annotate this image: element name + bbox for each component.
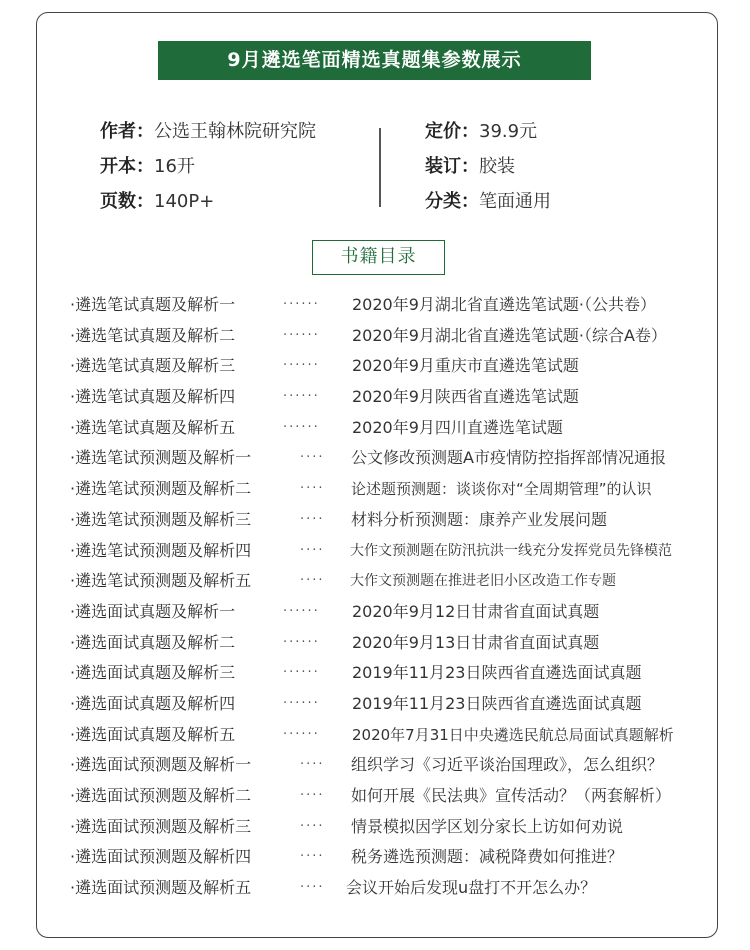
toc-item-label: ·遴选笔试预测题及解析二 — [70, 479, 252, 499]
spec-value: 16开 — [154, 156, 195, 177]
toc-item-label: ·遴选面试预测题及解析五 — [70, 878, 252, 898]
toc-item — [0, 290, 750, 321]
toc-leader-dots: ···· — [300, 573, 325, 589]
toc-item-label: ·遴选笔试预测题及解析三 — [70, 509, 252, 529]
specs-left-column — [100, 114, 316, 219]
toc-heading: 书籍目录 — [312, 240, 445, 275]
toc-item — [0, 689, 750, 720]
spec-value: 公选王翰林院研究院 — [154, 121, 316, 142]
toc-leader-dots: ······ — [283, 695, 320, 711]
toc-item-label: ·遴选面试真题及解析五 — [70, 724, 236, 744]
toc-item-label: ·遴选笔试真题及解析五 — [70, 417, 236, 437]
toc-item-description: 2020年7月31日中央遴选民航总局面试真题解析 — [352, 725, 674, 744]
page-title-banner: 9月遴选笔面精选真题集参数展示 — [158, 41, 591, 80]
toc-leader-dots: ···· — [300, 788, 325, 803]
toc-item — [0, 566, 750, 597]
specs-divider — [379, 128, 381, 207]
toc-item-label: ·遴选笔试真题及解析四 — [70, 387, 236, 407]
toc-item-label: ·遴选面试预测题及解析三 — [70, 816, 252, 836]
toc-leader-dots: ···· — [300, 481, 325, 497]
spec-key: 装订： — [425, 156, 479, 177]
spec-key: 作者： — [100, 121, 154, 142]
toc-item — [0, 597, 750, 628]
toc-leader-dots: ···· — [300, 849, 325, 865]
toc-item-description: 情景模拟因学区划分家长上访如何劝说 — [351, 816, 624, 836]
toc-item-label: ·遴选笔试预测题及解析四 — [70, 540, 252, 560]
toc-leader-dots: ······ — [283, 327, 320, 343]
toc-leader-dots: ···· — [300, 450, 325, 466]
toc-item-description: 税务遴选预测题：减税降费如何推进？ — [351, 847, 624, 867]
toc-leader-dots: ···· — [300, 757, 325, 773]
toc-item — [0, 474, 750, 505]
toc-item-description: 2020年9月重庆市直遴选笔试题 — [352, 356, 579, 376]
toc-item — [0, 658, 750, 689]
toc-leader-dots: ···· — [300, 880, 325, 896]
spec-value: 笔面通用 — [479, 191, 551, 212]
toc-item-label: ·遴选笔试预测题及解析一 — [70, 448, 252, 468]
toc-item — [0, 781, 750, 812]
toc-item — [0, 351, 750, 382]
toc-item-description: 公文修改预测题A市疫情防控指挥部情况通报 — [351, 448, 666, 468]
spec-format — [100, 149, 316, 184]
toc-item-label: ·遴选面试真题及解析三 — [70, 663, 236, 683]
toc-item-label: ·遴选笔试预测题及解析五 — [70, 571, 252, 591]
toc-leader-dots: ···· — [300, 818, 325, 834]
toc-item — [0, 413, 750, 444]
toc-item — [0, 628, 750, 659]
toc-item-label: ·遴选面试真题及解析二 — [70, 632, 236, 652]
toc-item-description: 2019年11月23日陕西省直遴选面试真题 — [352, 693, 642, 713]
spec-binding — [425, 149, 551, 184]
toc-item-label: ·遴选笔试真题及解析三 — [70, 356, 236, 376]
toc-item-description: 2020年9月四川直遴选笔试题 — [352, 417, 563, 437]
spec-key: 开本： — [100, 156, 154, 177]
toc-item-description: 大作文预测题在防汛抗洪一线充分发挥党员先锋模范 — [350, 542, 672, 559]
toc-item-label: ·遴选笔试真题及解析一 — [70, 295, 236, 314]
spec-author — [100, 114, 316, 149]
toc-item-description: 材料分析预测题：康养产业发展问题 — [351, 509, 608, 529]
spec-key: 分类： — [425, 191, 479, 212]
toc-leader-dots: ···· — [300, 542, 325, 558]
toc-item-description: 如何开展《民法典》宣传活动？（两套解析） — [351, 786, 672, 805]
toc-item — [0, 382, 750, 413]
toc-item-description: 2020年9月陕西省直遴选笔试题 — [352, 387, 579, 407]
spec-category — [425, 184, 551, 219]
toc-item — [0, 842, 750, 873]
toc-item — [0, 536, 750, 567]
spec-value: 140P+ — [154, 191, 215, 212]
toc-item — [0, 443, 750, 474]
toc-leader-dots: ······ — [283, 389, 320, 405]
spec-value: 胶装 — [479, 156, 515, 177]
toc-item — [0, 873, 750, 904]
toc-item-label: ·遴选面试预测题及解析一 — [70, 755, 252, 775]
toc-item-description: 2020年9月13日甘肃省直面试真题 — [352, 632, 600, 652]
toc-item-label: ·遴选面试预测题及解析二 — [70, 786, 252, 805]
toc-item-description: 2019年11月23日陕西省直遴选面试真题 — [352, 663, 642, 683]
toc-leader-dots: ······ — [283, 603, 320, 619]
toc-leader-dots: ······ — [283, 358, 320, 374]
toc-leader-dots: ······ — [283, 665, 320, 681]
toc-leader-dots: ···· — [300, 511, 325, 527]
toc-item-description: 2020年9月湖北省直遴选笔试题·（综合A卷） — [352, 325, 667, 345]
toc-item — [0, 321, 750, 352]
toc-leader-dots: ······ — [283, 297, 320, 312]
book-specs — [0, 114, 750, 214]
toc-leader-dots: ······ — [283, 634, 320, 650]
toc-item — [0, 812, 750, 843]
toc-leader-dots: ······ — [283, 419, 320, 435]
spec-value: 39.9元 — [479, 121, 538, 142]
toc-item — [0, 750, 750, 781]
toc-item-label: ·遴选笔试真题及解析二 — [70, 325, 236, 345]
specs-right-column — [425, 114, 551, 219]
toc-item-description: 会议开始后发现u盘打不开怎么办？ — [346, 878, 597, 898]
spec-price — [425, 114, 551, 149]
table-of-contents — [0, 290, 750, 904]
toc-item-label: ·遴选面试真题及解析一 — [70, 601, 236, 621]
toc-item — [0, 505, 750, 536]
toc-leader-dots: ······ — [283, 726, 320, 742]
spec-key: 页数： — [100, 191, 154, 212]
toc-item-label: ·遴选面试预测题及解析四 — [70, 847, 252, 867]
toc-item-description: 组织学习《习近平谈治国理政》，怎么组织？ — [351, 755, 664, 775]
toc-item-description: 论述题预测题：谈谈你对“全周期管理”的认识 — [351, 480, 652, 499]
toc-item-description: 2020年9月湖北省直遴选笔试题·（公共卷） — [352, 295, 656, 314]
toc-item-description: 大作文预测题在推进老旧小区改造工作专题 — [350, 573, 616, 590]
toc-item-description: 2020年9月12日甘肃省直面试真题 — [352, 601, 600, 621]
toc-item — [0, 720, 750, 751]
spec-key: 定价： — [425, 121, 479, 142]
toc-item-label: ·遴选面试真题及解析四 — [70, 693, 236, 713]
spec-pages — [100, 184, 316, 219]
